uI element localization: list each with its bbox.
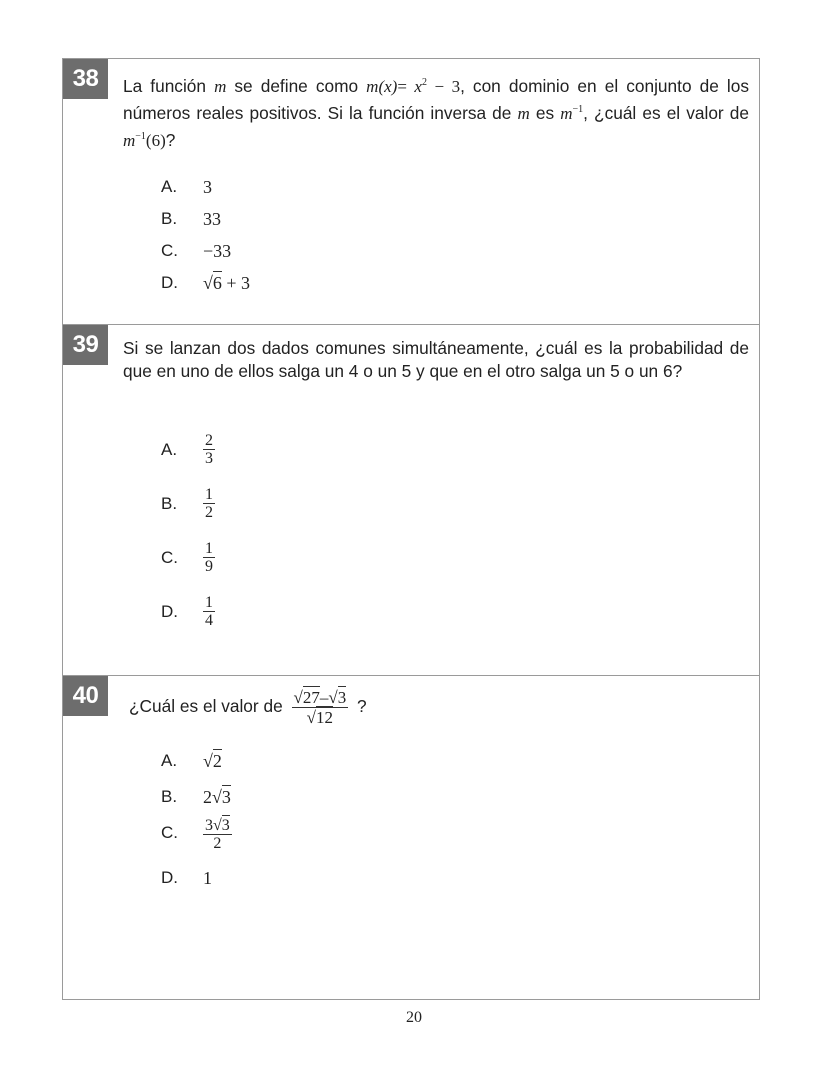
square-root: √3 — [212, 787, 231, 807]
option-value: 3 — [203, 177, 212, 197]
question-40: 40 ¿Cuál es el valor de $\frac{√27-√3}{√12}$ ? A. √2 B. 2√3 C. $\frac{3√3}{2}$ D. 1 — [63, 675, 759, 1001]
option-value — [203, 540, 215, 575]
fraction: $\frac{1}{4}$ — [205, 594, 213, 629]
stem-fraction: $\frac{√27-√3}{√12}$ — [293, 688, 347, 727]
fraction: $\frac{1}{9}$ — [205, 540, 213, 575]
option-value — [203, 594, 215, 629]
question-stem: La función m se define como $m(x)= x^2 - 3$, con dominio en el conjunto de los números reales positivos. Si la función inversa de m es $m^{-1}$, ¿cuál es el valor de $m^{-1}(6)$? — [123, 76, 749, 150]
option-value — [203, 486, 215, 521]
question-stem: Si se lanzan dos dados comunes simultáneamente, ¿cuál es la probabilidad de que en uno de ellos salga un 4 o un 5 y que en el otro salga un 5 o un 6? — [123, 338, 749, 381]
option-value — [203, 432, 215, 467]
option-value — [203, 749, 222, 773]
option-value: −33 — [203, 241, 232, 261]
question-number: 39 — [63, 325, 108, 365]
option-value: 2√3 — [203, 787, 231, 807]
option-value — [203, 817, 232, 852]
question-stem: ¿Cuál es el valor de $\frac{√27-√3}{√12}$ ? — [129, 688, 367, 727]
question-number: 40 — [63, 676, 108, 716]
option-value: 33 — [203, 209, 221, 229]
option-value: 1 — [203, 868, 212, 888]
fraction: $\frac{1}{2}$ — [205, 486, 213, 521]
option-value: √6 + 3 — [203, 273, 251, 293]
exam-sheet — [62, 58, 760, 1000]
square-root: √6 — [203, 273, 222, 293]
page-number: 20 — [406, 1009, 422, 1026]
question-number: 38 — [63, 59, 108, 99]
question-39: 39 Si se lanzan dos dados comunes simultáneamente, ¿cuál es la probabilidad de que en uno de ellos salga un 4 o un 5 y que en el otro salga un 5 o un 6? A. $\frac{2}{3}$ B. $\frac{1}{2}$ C. $\frac{1}{9}$ D. $\frac{1}{4}$ — [63, 324, 759, 676]
square-root: √2 — [203, 751, 222, 771]
question-38: 38 La función m se define como $m(x)= x^2 - 3$, con dominio en el conjunto de los números reales positivos. Si la función inversa de m es $m^{-1}$, ¿cuál es el valor de $m^{-1}(6)$? A. 3 B. 33 C. −33 D. √6 + 3 — [63, 59, 759, 324]
fraction: $\frac{3√3}{2}$ — [205, 817, 230, 852]
fraction: $\frac{2}{3}$ — [205, 432, 213, 467]
